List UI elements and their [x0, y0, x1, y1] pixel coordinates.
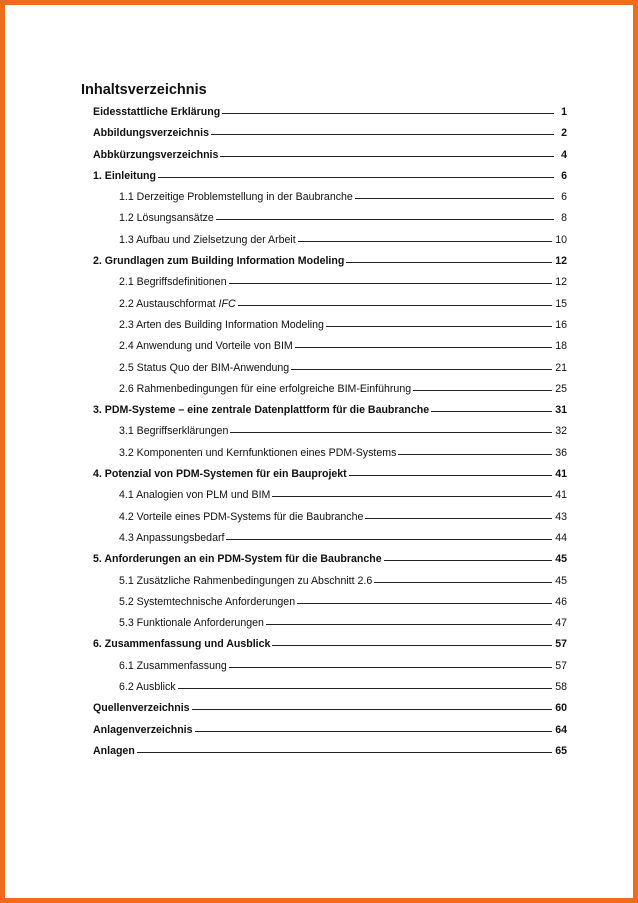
- toc-entry-title: 2.2 Austauschformat IFC: [119, 297, 236, 310]
- toc-leader-line: [413, 390, 552, 391]
- toc-entry-title: 5.1 Zusätzliche Rahmenbedingungen zu Abschnitt 2.6: [119, 574, 373, 587]
- toc-page-number: 12: [555, 276, 567, 289]
- toc-entry[interactable]: [93, 638, 567, 659]
- toc-leader-line: [216, 219, 554, 220]
- toc-page-number: 1: [561, 106, 567, 118]
- toc-leader-line: [229, 283, 553, 284]
- toc-leader-line: [355, 198, 554, 199]
- toc-page-number: 64: [555, 723, 567, 736]
- toc-entry[interactable]: [93, 575, 567, 596]
- toc-entry-title: 1.3 Aufbau und Zielsetzung der Arbeit: [119, 233, 296, 246]
- toc-entry[interactable]: [93, 255, 567, 276]
- toc-page-number: 15: [555, 297, 567, 310]
- toc-leader-line: [229, 667, 552, 668]
- toc-entry-title: 5. Anforderungen an ein PDM-System für die Baubranche: [93, 553, 382, 566]
- toc-page-number: 36: [555, 446, 567, 459]
- toc-leader-line: [295, 347, 552, 348]
- toc-entry-title: Anlagen: [93, 744, 135, 757]
- toc-entry-title: 5.2 Systemtechnische Anforderungen: [119, 595, 296, 608]
- toc-entry-title: 2.6 Rahmenbedingungen für eine erfolgreiche BIM-Einführung: [119, 382, 412, 395]
- toc-page-number: 41: [555, 489, 567, 502]
- toc-entry-title: 4. Potenzial von PDM-Systemen für ein Bauprojekt: [93, 468, 347, 481]
- toc-entry-title: Anlagenverzeichnis: [93, 723, 193, 736]
- toc-entry[interactable]: [93, 617, 567, 638]
- toc-leader-line: [298, 241, 553, 242]
- toc-entry[interactable]: [93, 553, 567, 574]
- toc-page-number: 25: [555, 382, 567, 395]
- toc-page-number: 47: [555, 617, 567, 630]
- toc-page-number: 43: [555, 510, 567, 523]
- toc-entry-title: 2.3 Arten des Building Information Modeling: [119, 318, 324, 331]
- toc-leader-line: [374, 582, 552, 583]
- toc-entry[interactable]: [93, 212, 567, 233]
- toc-leader-line: [238, 305, 553, 306]
- toc-entry-title: 2.5 Status Quo der BIM-Anwendung: [119, 361, 290, 374]
- toc-leader-line: [266, 624, 552, 625]
- toc-leader-line: [211, 134, 554, 135]
- toc-entry-title: Abbildungsverzeichnis: [93, 127, 209, 140]
- toc-entry[interactable]: [93, 234, 567, 255]
- toc-leader-line: [365, 518, 552, 519]
- toc-leader-line: [272, 496, 552, 497]
- toc-page-number: 16: [555, 318, 567, 331]
- toc-entry[interactable]: [93, 383, 567, 404]
- toc-entry[interactable]: [93, 511, 567, 532]
- toc-page-number: 21: [555, 361, 567, 374]
- toc-entry-title: 2.4 Anwendung und Vorteile von BIM: [119, 340, 293, 353]
- toc-entry[interactable]: [93, 724, 567, 745]
- toc-entry-title: 4.2 Vorteile eines PDM-Systems für die Baubranche: [119, 510, 364, 523]
- toc-entry[interactable]: [93, 681, 567, 702]
- toc-page-number: 45: [555, 553, 567, 566]
- toc-entry[interactable]: [93, 276, 567, 297]
- toc-entry-title: Quellenverzeichnis: [93, 702, 190, 715]
- toc-page-number: 41: [555, 468, 567, 481]
- toc-page-number: 45: [555, 574, 567, 587]
- toc-page-number: 12: [555, 255, 567, 268]
- toc-entry[interactable]: [93, 468, 567, 489]
- toc-entry-title: 3.2 Komponenten und Kernfunktionen eines PDM-Systems: [119, 446, 397, 459]
- toc-page-number: 57: [555, 659, 567, 672]
- toc-entry-title: 1.1 Derzeitige Problemstellung in der Baubranche: [119, 191, 353, 204]
- toc-page-number: 31: [555, 404, 567, 417]
- toc-leader-line: [137, 752, 552, 753]
- toc-leader-line: [178, 688, 553, 689]
- toc-entry[interactable]: [93, 362, 567, 383]
- toc-leader-line: [291, 369, 552, 370]
- toc-page-number: 57: [555, 638, 567, 651]
- toc-entry[interactable]: [93, 106, 567, 127]
- toc-page-number: 46: [555, 595, 567, 608]
- toc-page-number: 10: [555, 233, 567, 246]
- toc-leader-line: [346, 262, 552, 263]
- toc-entry[interactable]: [93, 298, 567, 319]
- toc-page-number: 65: [555, 744, 567, 757]
- toc-page-number: 4: [561, 148, 567, 161]
- toc-page-number: 18: [555, 340, 567, 353]
- toc-leader-line: [230, 432, 552, 433]
- toc-entry[interactable]: [93, 489, 567, 510]
- toc-entry[interactable]: [93, 532, 567, 553]
- toc-leader-line: [272, 645, 552, 646]
- toc-entry[interactable]: [93, 447, 567, 468]
- toc-page-number: 8: [561, 212, 567, 225]
- toc-leader-line: [349, 475, 552, 476]
- toc-entry-title: 6.1 Zusammenfassung: [119, 659, 227, 672]
- toc-entry-title: 3.1 Begriffserklärungen: [119, 425, 229, 438]
- toc-entry-title: 6. Zusammenfassung und Ausblick: [93, 638, 271, 651]
- toc-leader-line: [158, 177, 554, 178]
- toc-entry[interactable]: [93, 596, 567, 617]
- toc-entry-title: 2. Grundlagen zum Building Information Modeling: [93, 255, 345, 268]
- toc-page-number: 6: [561, 191, 567, 204]
- toc-page-number: 6: [561, 169, 567, 182]
- toc-leader-line: [192, 709, 553, 710]
- toc-leader-line: [431, 411, 552, 412]
- page-title: Inhaltsverzeichnis: [81, 82, 207, 98]
- toc-entry[interactable]: [93, 660, 567, 681]
- toc-entry-title: Eidesstattliche Erklärung: [93, 106, 221, 118]
- table-of-contents: [93, 106, 567, 766]
- toc-entry-title: 1. Einleitung: [93, 169, 156, 182]
- toc-entry-title: 1.2 Lösungsansätze: [119, 212, 214, 225]
- toc-page-number: 32: [555, 425, 567, 438]
- toc-page-number: 58: [555, 681, 567, 694]
- toc-page-number: 2: [561, 127, 567, 140]
- toc-entry-title: Abbkürzungsverzeichnis: [93, 148, 219, 161]
- toc-entry-title: 3. PDM-Systeme – eine zentrale Datenplattform für die Baubranche: [93, 404, 430, 417]
- toc-leader-line: [297, 603, 552, 604]
- toc-page-number: 44: [555, 531, 567, 544]
- toc-entry-title: 6.2 Ausblick: [119, 681, 176, 694]
- toc-entry-title: 2.1 Begriffsdefinitionen: [119, 276, 227, 289]
- toc-leader-line: [222, 113, 554, 114]
- toc-entry[interactable]: [93, 425, 567, 446]
- toc-entry[interactable]: [93, 319, 567, 340]
- toc-leader-line: [220, 156, 554, 157]
- toc-entry[interactable]: [93, 702, 567, 723]
- toc-leader-line: [398, 454, 552, 455]
- toc-leader-line: [226, 539, 552, 540]
- toc-page-number: 60: [555, 702, 567, 715]
- toc-entry-title: 4.1 Analogien von PLM und BIM: [119, 489, 271, 502]
- toc-leader-line: [326, 326, 552, 327]
- toc-entry[interactable]: [93, 191, 567, 212]
- toc-entry[interactable]: [93, 127, 567, 148]
- toc-entry[interactable]: [93, 340, 567, 361]
- toc-leader-line: [195, 731, 553, 732]
- toc-entry-title: 4.3 Anpassungsbedarf: [119, 531, 225, 544]
- toc-entry[interactable]: [93, 149, 567, 170]
- toc-entry[interactable]: [93, 404, 567, 425]
- toc-leader-line: [384, 560, 553, 561]
- toc-entry[interactable]: [93, 745, 567, 766]
- toc-entry-title: 5.3 Funktionale Anforderungen: [119, 617, 264, 630]
- toc-entry[interactable]: [93, 170, 567, 191]
